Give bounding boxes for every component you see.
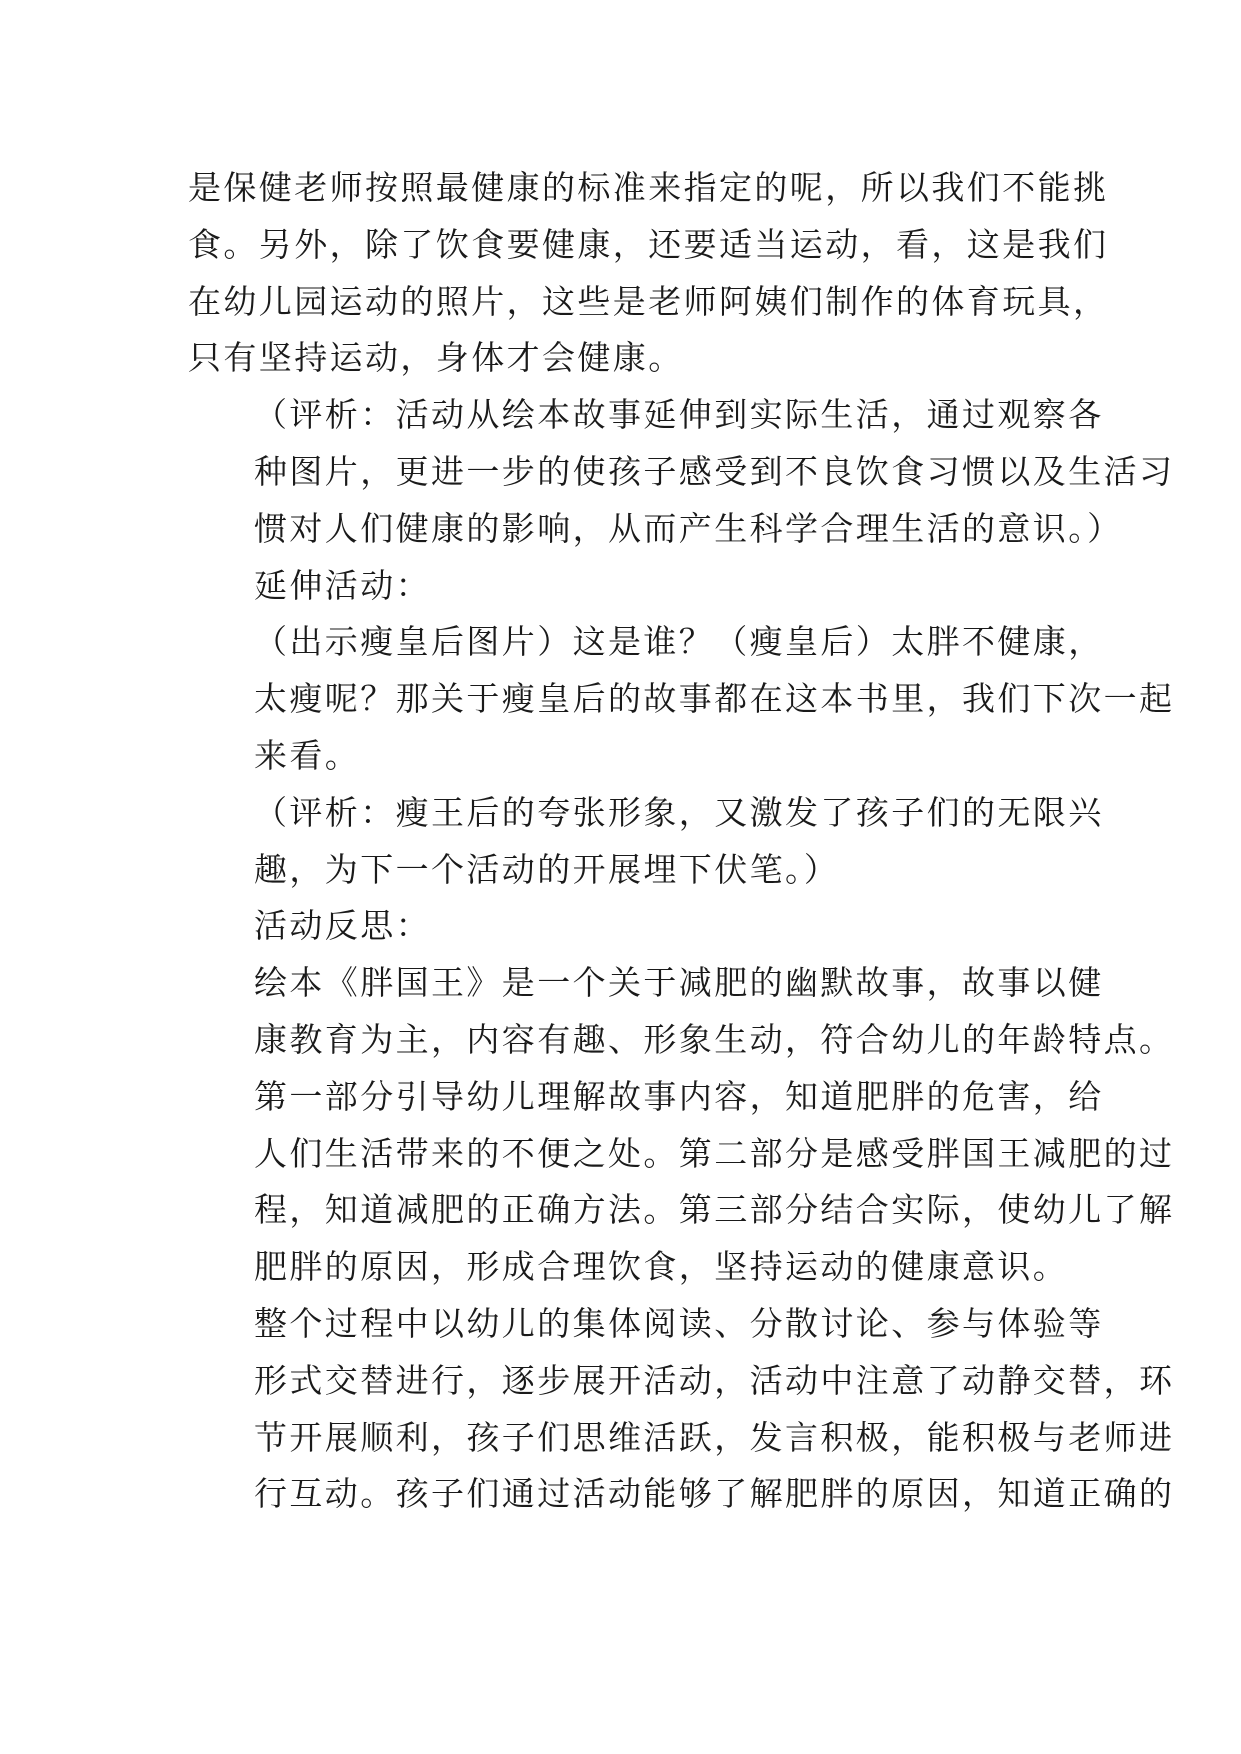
paragraph [188,387,1175,557]
text-line: 是保健老师按照最健康的标准来指定的呢，所以我们不能挑 [188,168,1109,207]
text-line: 程，知道减肥的正确方法。第三部分结合实际，使幼儿了解 [254,1190,1175,1230]
text-line: 康教育为主，内容有趣、形象生动，符合幼儿的年龄特点。 [254,1019,1175,1059]
paragraph [188,898,1068,955]
paragraph [188,955,1175,1069]
text-line: 趣，为下一个活动的开展埋下伏笔。） [254,849,840,889]
text-line: 来看。 [254,735,361,775]
text-line: 第一部分引导幼儿理解故事内容，知道肥胖的危害，给 [254,1076,1104,1116]
text-line: 肥胖的原因，形成合理饮食，坚持运动的健康意识。 [254,1247,1069,1287]
paragraph [188,558,1068,615]
text-line: 形式交替进行，逐步展开活动，活动中注意了动静交替，环 [254,1360,1175,1400]
document-body [188,160,1175,1523]
paragraph [188,1069,1175,1296]
text-line: 绘本《胖国王》是一个关于减肥的幽默故事，故事以健 [254,963,1104,1003]
paragraph [188,785,1104,899]
text-line: 只有坚持运动，身体才会健康。 [188,338,684,378]
paragraph [188,160,1109,387]
paragraph [188,1296,1175,1523]
text-line: 人们生活带来的不便之处。第二部分是感受胖国王减肥的过 [254,1133,1175,1173]
text-line: 太瘦呢？那关于瘦皇后的故事都在这本书里，我们下次一起 [254,679,1175,719]
text-line: （评析：活动从绘本故事延伸到实际生活，通过观察各 [254,395,1104,435]
text-line: 种图片，更进一步的使孩子感受到不良饮食习惯以及生活习 [254,451,1175,491]
text-line: （出示瘦皇后图片）这是谁？（瘦皇后）太胖不健康， [254,622,1104,662]
paragraph [188,614,1175,784]
text-line: （评析：瘦王后的夸张形象，又激发了孩子们的无限兴 [254,792,1104,832]
text-line: 整个过程中以幼儿的集体阅读、分散讨论、参与体验等 [254,1303,1104,1343]
text-line: 惯对人们健康的影响，从而产生科学合理生活的意识。） [254,508,1123,548]
text-line: 节开展顺利，孩子们思维活跃，发言积极，能积极与老师进 [254,1417,1175,1457]
text-line: 在幼儿园运动的照片，这些是老师阿姨们制作的体育玩具， [188,281,1109,321]
text-line: 行互动。孩子们通过活动能够了解肥胖的原因，知道正确的 [254,1474,1175,1514]
text-line: 延伸活动： [254,565,431,605]
text-line: 活动反思： [254,906,431,946]
text-line: 食。另外，除了饮食要健康，还要适当运动，看，这是我们 [188,224,1109,264]
